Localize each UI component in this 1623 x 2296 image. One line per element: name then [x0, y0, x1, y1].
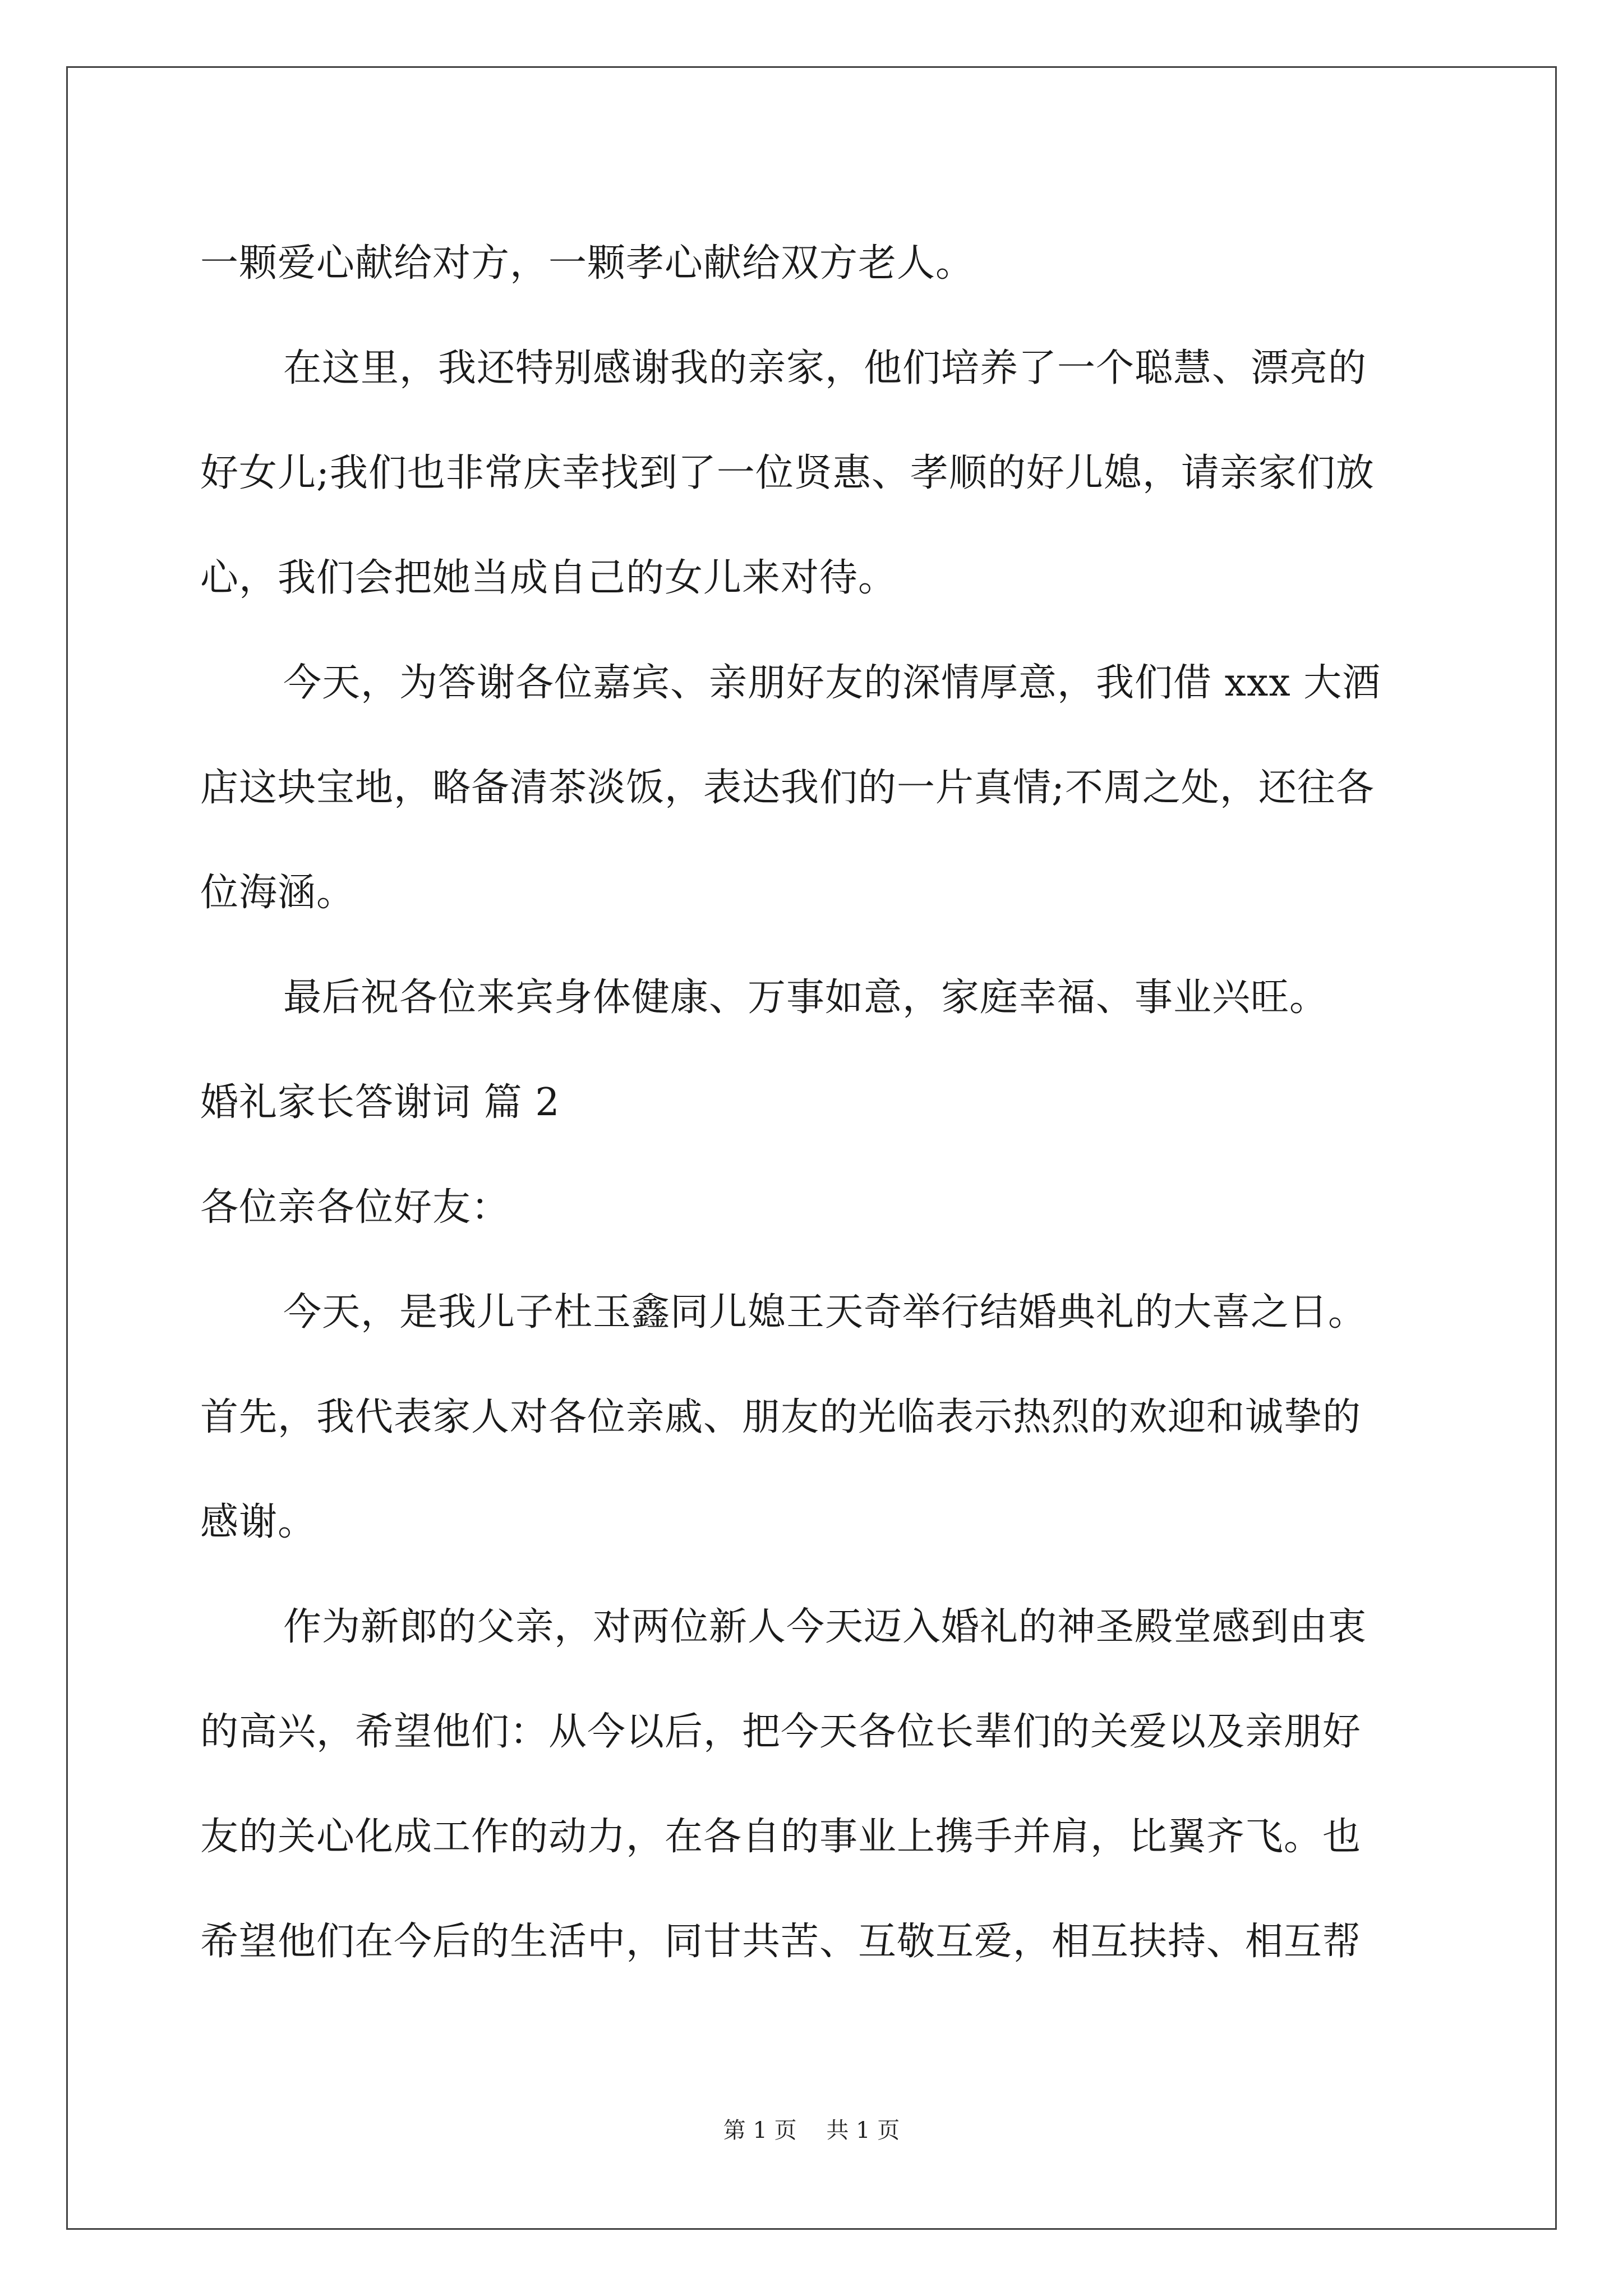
text-line: 位海涵。 [200, 871, 356, 915]
document-body [200, 211, 1428, 1994]
text-line: 首先，我代表家人对各位亲戚、朋友的光临表示热烈的欢迎和诚挚的 [200, 1395, 1362, 1439]
text-line: 感谢。 [200, 1500, 317, 1544]
text-line: 心，我们会把她当成自己的女儿来对待。 [200, 556, 897, 600]
text-line: 作为新郎的父亲，对两位新人今天迈入婚礼的神圣殿堂感到由衷 [283, 1605, 1367, 1649]
text-line: 今天，为答谢各位嘉宾、亲朋好友的深情厚意，我们借 xxx 大酒 [283, 661, 1381, 705]
text-line: 店这块宝地，略备清茶淡饭，表达我们的一片真情;不周之处，还往各 [200, 766, 1375, 810]
text-line: 在这里，我还特别感谢我的亲家，他们培养了一个聪慧、漂亮的 [283, 346, 1367, 390]
salutation: 各位亲各位好友： [200, 1185, 510, 1230]
page-number: 第 1 页 [723, 2118, 797, 2143]
section-heading: 婚礼家长答谢词 篇 2 [200, 1080, 560, 1125]
text-line: 友的关心化成工作的动力，在各自的事业上携手并肩，比翼齐飞。也 [200, 1815, 1362, 1859]
text-line: 希望他们在今后的生活中，同甘共苦、互敬互爱，相互扶持、相互帮 [200, 1920, 1362, 1964]
page-footer [0, 2114, 1623, 2147]
text-line: 今天，是我儿子杜玉鑫同儿媳王天奇举行结婚典礼的大喜之日。 [283, 1290, 1367, 1335]
text-line: 一颗爱心献给对方，一颗孝心献给双方老人。 [200, 241, 975, 286]
text-line: 最后祝各位来宾身体健康、万事如意，家庭幸福、事业兴旺。 [283, 976, 1329, 1020]
text-line: 的高兴，希望他们：从今以后，把今天各位长辈们的关爱以及亲朋好 [200, 1710, 1362, 1754]
page-total: 共 1 页 [826, 2118, 900, 2143]
text-line: 好女儿;我们也非常庆幸找到了一位贤惠、孝顺的好儿媳，请亲家们放 [200, 451, 1375, 495]
